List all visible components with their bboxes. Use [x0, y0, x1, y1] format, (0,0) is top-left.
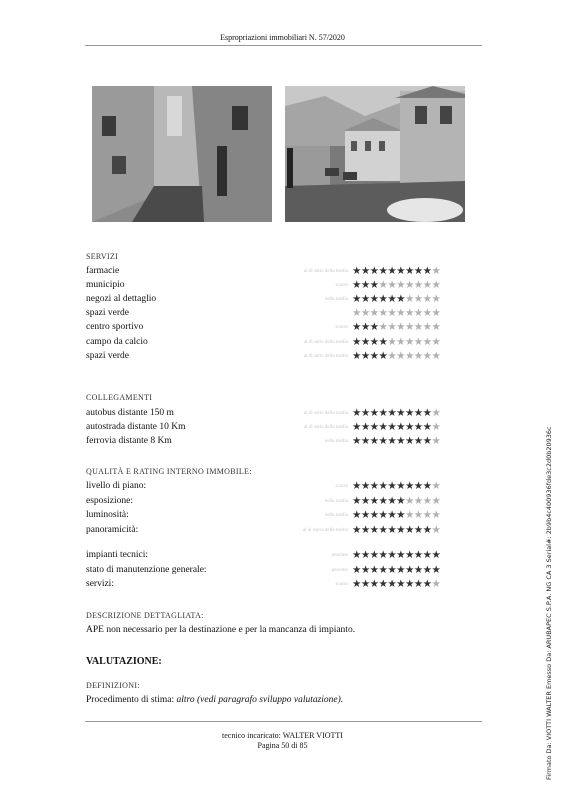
- star-filled-icon: ★: [422, 435, 432, 447]
- footer-page-number: Pagina 50 di 85: [257, 741, 308, 750]
- star-filled-icon: ★: [369, 407, 379, 419]
- rating-note: al di sotto della media: [303, 269, 348, 274]
- star-rating: [352, 480, 440, 492]
- star-filled-icon: ★: [369, 480, 379, 492]
- rating-row-label: ferrovia distante 8 Km: [86, 436, 172, 446]
- star-filled-icon: ★: [369, 495, 379, 507]
- star-filled-icon: ★: [387, 435, 397, 447]
- rating-note: al di sopra della media: [302, 528, 348, 533]
- star-filled-icon: ★: [378, 407, 388, 419]
- star-filled-icon: ★: [369, 578, 379, 590]
- star-empty-icon: ★: [431, 578, 441, 590]
- star-filled-icon: ★: [404, 578, 414, 590]
- star-empty-icon: ★: [387, 279, 397, 291]
- star-filled-icon: ★: [396, 509, 405, 521]
- star-filled-icon: ★: [352, 407, 361, 419]
- rating-row-label: autostrada distante 10 Km: [86, 422, 186, 432]
- star-filled-icon: ★: [413, 480, 423, 492]
- star-rating: [352, 524, 440, 536]
- star-empty-icon: ★: [352, 307, 361, 319]
- star-filled-icon: ★: [413, 578, 423, 590]
- star-rating: [352, 336, 440, 348]
- star-filled-icon: ★: [413, 564, 423, 576]
- star-empty-icon: ★: [404, 350, 414, 362]
- rating-row-label: municipio: [86, 280, 125, 290]
- star-rating: [352, 293, 440, 305]
- star-empty-icon: ★: [431, 293, 441, 305]
- rating-row-label: livello di piano:: [86, 481, 147, 491]
- star-filled-icon: ★: [360, 279, 370, 291]
- star-filled-icon: ★: [396, 524, 405, 536]
- star-filled-icon: ★: [404, 265, 414, 277]
- star-filled-icon: ★: [396, 564, 405, 576]
- photo-alley: [92, 86, 272, 222]
- star-empty-icon: ★: [396, 350, 405, 362]
- star-filled-icon: ★: [352, 265, 361, 277]
- star-empty-icon: ★: [413, 321, 423, 333]
- definizioni-line: [86, 695, 343, 705]
- star-filled-icon: ★: [404, 480, 414, 492]
- star-filled-icon: ★: [378, 509, 388, 521]
- star-empty-icon: ★: [404, 307, 414, 319]
- star-filled-icon: ★: [422, 549, 432, 561]
- star-filled-icon: ★: [369, 350, 379, 362]
- star-filled-icon: ★: [396, 421, 405, 433]
- star-filled-icon: ★: [360, 421, 370, 433]
- star-filled-icon: ★: [396, 407, 405, 419]
- procedimento-label: Procedimento di stima:: [86, 695, 177, 705]
- star-filled-icon: ★: [360, 564, 370, 576]
- rating-note: nella media: [324, 499, 348, 504]
- star-filled-icon: ★: [352, 293, 361, 305]
- star-filled-icon: ★: [360, 495, 370, 507]
- rating-row-label: autobus distante 150 m: [86, 408, 174, 418]
- star-empty-icon: ★: [387, 336, 397, 348]
- star-empty-icon: ★: [431, 495, 441, 507]
- star-filled-icon: ★: [422, 524, 432, 536]
- star-filled-icon: ★: [387, 524, 397, 536]
- star-filled-icon: ★: [360, 336, 370, 348]
- star-filled-icon: ★: [352, 524, 361, 536]
- star-empty-icon: ★: [360, 307, 370, 319]
- star-filled-icon: ★: [360, 578, 370, 590]
- star-filled-icon: ★: [360, 265, 370, 277]
- star-filled-icon: ★: [369, 549, 379, 561]
- star-empty-icon: ★: [431, 336, 441, 348]
- star-rating: [352, 307, 440, 319]
- star-empty-icon: ★: [422, 293, 432, 305]
- star-empty-icon: ★: [378, 321, 388, 333]
- rating-note: al di sotto della media: [303, 411, 348, 416]
- star-filled-icon: ★: [352, 564, 361, 576]
- star-filled-icon: ★: [369, 509, 379, 521]
- star-rating: [352, 435, 440, 447]
- star-filled-icon: ★: [352, 495, 361, 507]
- rating-note: al di sotto della media: [303, 340, 348, 345]
- star-filled-icon: ★: [360, 321, 370, 333]
- star-empty-icon: ★: [404, 293, 414, 305]
- star-filled-icon: ★: [404, 421, 414, 433]
- star-empty-icon: ★: [431, 421, 441, 433]
- star-filled-icon: ★: [387, 480, 397, 492]
- rating-note: pessimo: [331, 553, 348, 558]
- star-empty-icon: ★: [387, 350, 397, 362]
- star-filled-icon: ★: [369, 564, 379, 576]
- header-title: Espropriazioni immobiliari N. 57/2020: [220, 33, 345, 42]
- star-filled-icon: ★: [396, 549, 405, 561]
- star-filled-icon: ★: [352, 421, 361, 433]
- rating-row-label: servizi:: [86, 579, 114, 589]
- star-rating: [352, 265, 440, 277]
- star-filled-icon: ★: [378, 293, 388, 305]
- star-filled-icon: ★: [378, 564, 388, 576]
- star-rating: [352, 578, 440, 590]
- procedimento-value: altro (vedi paragrafo sviluppo valutazione).: [176, 695, 344, 705]
- star-filled-icon: ★: [360, 549, 370, 561]
- star-filled-icon: ★: [352, 578, 361, 590]
- star-filled-icon: ★: [404, 564, 414, 576]
- star-rating: [352, 549, 440, 561]
- star-filled-icon: ★: [378, 495, 388, 507]
- star-filled-icon: ★: [396, 293, 405, 305]
- star-filled-icon: ★: [360, 509, 370, 521]
- star-empty-icon: ★: [378, 307, 388, 319]
- star-filled-icon: ★: [404, 407, 414, 419]
- star-empty-icon: ★: [413, 336, 423, 348]
- rating-row-label: panoramicità:: [86, 525, 139, 535]
- star-filled-icon: ★: [352, 350, 361, 362]
- section-collegamenti-heading: COLLEGAMENTI: [86, 393, 153, 402]
- star-filled-icon: ★: [378, 480, 388, 492]
- star-filled-icon: ★: [360, 293, 370, 305]
- footer-technician: tecnico incaricato: WALTER VIOTTI: [222, 731, 343, 740]
- star-filled-icon: ★: [404, 524, 414, 536]
- star-rating: [352, 564, 440, 576]
- star-filled-icon: ★: [378, 524, 388, 536]
- star-filled-icon: ★: [431, 564, 441, 576]
- star-empty-icon: ★: [404, 509, 414, 521]
- star-filled-icon: ★: [413, 421, 423, 433]
- star-filled-icon: ★: [422, 578, 432, 590]
- footer-divider: [85, 721, 482, 722]
- star-empty-icon: ★: [396, 336, 405, 348]
- rating-note: nella media: [324, 513, 348, 518]
- star-filled-icon: ★: [396, 495, 405, 507]
- star-empty-icon: ★: [413, 293, 423, 305]
- star-filled-icon: ★: [396, 480, 405, 492]
- rating-note: pessimo: [331, 568, 348, 573]
- star-empty-icon: ★: [404, 321, 414, 333]
- star-empty-icon: ★: [396, 279, 405, 291]
- star-rating: [352, 279, 440, 291]
- star-filled-icon: ★: [413, 524, 423, 536]
- rating-row-label: farmacie: [86, 266, 120, 276]
- star-filled-icon: ★: [369, 265, 379, 277]
- star-filled-icon: ★: [413, 435, 423, 447]
- star-filled-icon: ★: [369, 336, 379, 348]
- star-filled-icon: ★: [360, 407, 370, 419]
- star-filled-icon: ★: [369, 435, 379, 447]
- star-empty-icon: ★: [431, 435, 441, 447]
- star-empty-icon: ★: [431, 480, 441, 492]
- digital-signature-stamp: Firmato Da: VIOTTI WALTER Emesso Da: ARUBAPEC S.P.A. NG CA 3 Serial#: 2b9b4c400936fde3c2d0b20936c: [545, 426, 553, 780]
- rating-note: nella media: [324, 297, 348, 302]
- star-empty-icon: ★: [404, 495, 414, 507]
- star-filled-icon: ★: [413, 265, 423, 277]
- star-empty-icon: ★: [396, 307, 405, 319]
- section-servizi-heading: SERVIZI: [86, 252, 119, 261]
- star-filled-icon: ★: [378, 578, 388, 590]
- star-rating: [352, 509, 440, 521]
- star-filled-icon: ★: [413, 549, 423, 561]
- star-filled-icon: ★: [387, 509, 397, 521]
- star-filled-icon: ★: [369, 321, 379, 333]
- rating-note: al di sotto della media: [303, 354, 348, 359]
- star-filled-icon: ★: [396, 578, 405, 590]
- star-empty-icon: ★: [413, 307, 423, 319]
- star-filled-icon: ★: [378, 336, 388, 348]
- rating-note: scarso: [335, 325, 348, 330]
- star-filled-icon: ★: [378, 549, 388, 561]
- star-filled-icon: ★: [360, 524, 370, 536]
- rating-row-label: campo da calcio: [86, 337, 148, 347]
- star-filled-icon: ★: [352, 336, 361, 348]
- header-divider: [85, 45, 482, 46]
- star-empty-icon: ★: [422, 336, 432, 348]
- descrizione-text: APE non necessario per la destinazione e per la mancanza di impianto.: [86, 625, 356, 635]
- star-empty-icon: ★: [422, 509, 432, 521]
- star-filled-icon: ★: [422, 407, 432, 419]
- rating-row-label: luminosità:: [86, 510, 129, 520]
- star-filled-icon: ★: [396, 435, 405, 447]
- star-empty-icon: ★: [413, 350, 423, 362]
- star-empty-icon: ★: [422, 307, 432, 319]
- star-empty-icon: ★: [422, 279, 432, 291]
- star-filled-icon: ★: [352, 279, 361, 291]
- star-filled-icon: ★: [369, 279, 379, 291]
- star-filled-icon: ★: [369, 421, 379, 433]
- star-empty-icon: ★: [413, 495, 423, 507]
- star-filled-icon: ★: [387, 421, 397, 433]
- star-filled-icon: ★: [404, 435, 414, 447]
- star-filled-icon: ★: [422, 421, 432, 433]
- star-filled-icon: ★: [396, 265, 405, 277]
- rating-row-label: negozi al dettaglio: [86, 294, 157, 304]
- star-rating: [352, 350, 440, 362]
- star-empty-icon: ★: [387, 307, 397, 319]
- rating-row-label: centro sportivo: [86, 322, 144, 332]
- star-filled-icon: ★: [387, 407, 397, 419]
- star-rating: [352, 495, 440, 507]
- rating-row-label: stato di manutenzione generale:: [86, 565, 207, 575]
- star-filled-icon: ★: [387, 549, 397, 561]
- star-rating: [352, 321, 440, 333]
- star-filled-icon: ★: [431, 549, 441, 561]
- star-filled-icon: ★: [360, 435, 370, 447]
- star-empty-icon: ★: [431, 350, 441, 362]
- star-filled-icon: ★: [352, 321, 361, 333]
- star-filled-icon: ★: [422, 265, 432, 277]
- star-empty-icon: ★: [413, 509, 423, 521]
- section-qualita-heading: QUALITÀ E RATING INTERNO IMMOBILE:: [86, 467, 252, 476]
- star-filled-icon: ★: [413, 407, 423, 419]
- star-filled-icon: ★: [360, 480, 370, 492]
- star-filled-icon: ★: [387, 578, 397, 590]
- rating-row-label: impianti tecnici:: [86, 550, 148, 560]
- rating-note: scarso: [335, 484, 348, 489]
- star-empty-icon: ★: [387, 321, 397, 333]
- rating-row-label: spazi verde: [86, 308, 129, 318]
- star-empty-icon: ★: [369, 307, 379, 319]
- photo-street: [285, 86, 465, 222]
- rating-note: nella media: [324, 439, 348, 444]
- star-filled-icon: ★: [387, 495, 397, 507]
- star-empty-icon: ★: [431, 509, 441, 521]
- star-empty-icon: ★: [413, 279, 423, 291]
- rating-note: al di sotto della media: [303, 425, 348, 430]
- star-filled-icon: ★: [360, 350, 370, 362]
- section-descrizione-heading: DESCRIZIONE DETTAGLIATA:: [86, 611, 204, 620]
- star-empty-icon: ★: [431, 279, 441, 291]
- star-filled-icon: ★: [378, 265, 388, 277]
- star-empty-icon: ★: [431, 321, 441, 333]
- star-filled-icon: ★: [422, 480, 432, 492]
- star-filled-icon: ★: [378, 421, 388, 433]
- rating-note: scarso: [335, 582, 348, 587]
- star-filled-icon: ★: [378, 350, 388, 362]
- star-empty-icon: ★: [404, 336, 414, 348]
- star-filled-icon: ★: [352, 435, 361, 447]
- star-empty-icon: ★: [431, 307, 441, 319]
- star-empty-icon: ★: [431, 524, 441, 536]
- rating-row-label: spazi verde: [86, 351, 129, 361]
- section-definizioni-heading: DEFINIZIONI:: [86, 681, 140, 690]
- star-filled-icon: ★: [352, 509, 361, 521]
- valutazione-heading: VALUTAZIONE:: [86, 656, 162, 667]
- star-empty-icon: ★: [422, 495, 432, 507]
- star-filled-icon: ★: [422, 564, 432, 576]
- star-filled-icon: ★: [378, 435, 388, 447]
- rating-note: scarso: [335, 283, 348, 288]
- star-empty-icon: ★: [431, 265, 441, 277]
- star-empty-icon: ★: [396, 321, 405, 333]
- star-filled-icon: ★: [387, 293, 397, 305]
- star-filled-icon: ★: [387, 564, 397, 576]
- star-filled-icon: ★: [352, 480, 361, 492]
- star-empty-icon: ★: [431, 407, 441, 419]
- star-filled-icon: ★: [352, 549, 361, 561]
- star-rating: [352, 407, 440, 419]
- star-filled-icon: ★: [387, 265, 397, 277]
- star-empty-icon: ★: [422, 321, 432, 333]
- rating-row-label: esposizione:: [86, 496, 133, 506]
- star-empty-icon: ★: [378, 279, 388, 291]
- star-filled-icon: ★: [369, 524, 379, 536]
- star-empty-icon: ★: [422, 350, 432, 362]
- star-filled-icon: ★: [404, 549, 414, 561]
- star-rating: [352, 421, 440, 433]
- star-filled-icon: ★: [369, 293, 379, 305]
- star-empty-icon: ★: [404, 279, 414, 291]
